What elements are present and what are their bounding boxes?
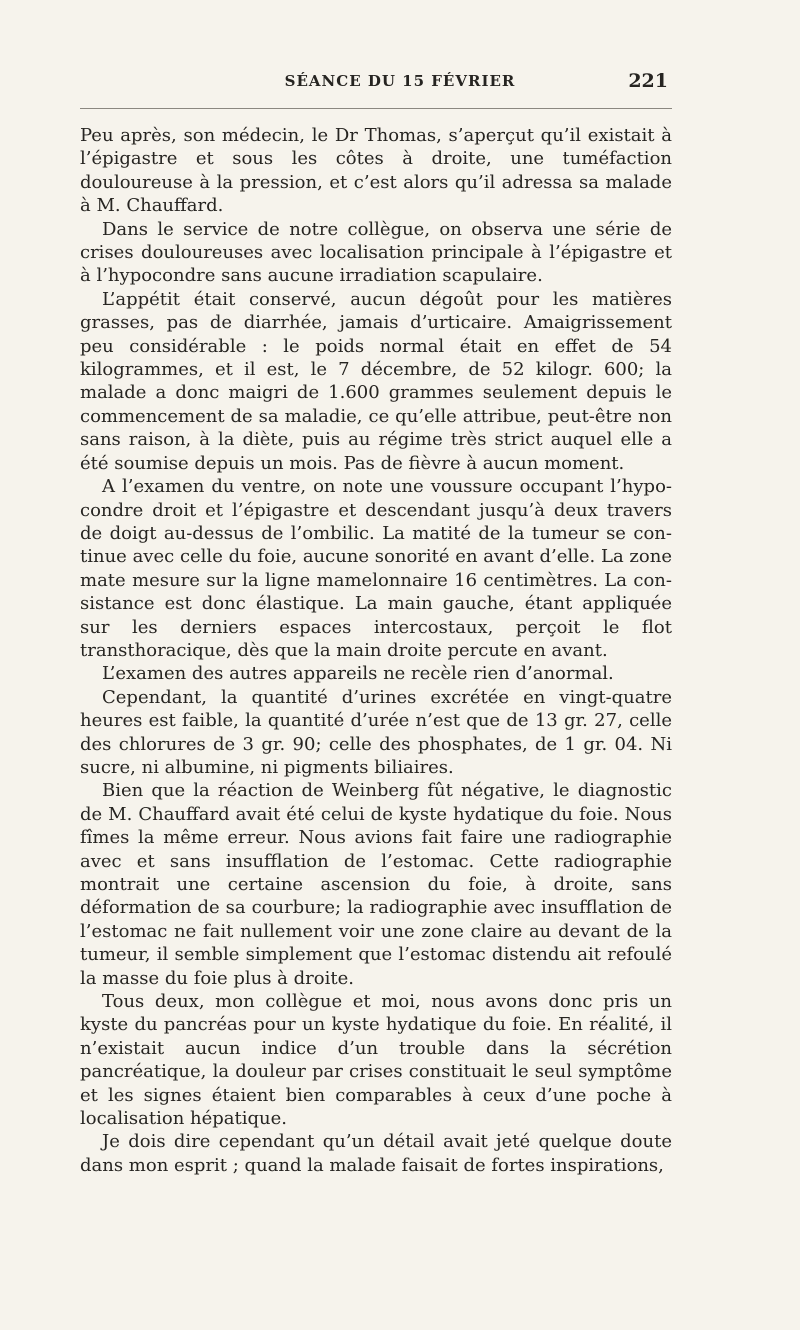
running-title: SÉANCE DU 15 FÉVRIER (284, 72, 516, 90)
body-text (80, 124, 672, 1177)
paragraph: L’examen des autres appareils ne recèle rien d’anormal. (102, 663, 614, 685)
paragraph: Bien que la réaction de Weinberg fût négative, le diagnostic de M. Chauffard avait été celui de kyste hydatique du foie. Nous fîmes la même erreur. Nous avions fait faire une radiographie avec et sans insufflation de l’estomac. Cette radiographie montrait une certaine ascension du foie, à droite, sans déformation de sa courbure; la radiographie avec insufflation de l’estomac ne fait nullement voir une zone claire au devant de la tumeur, il semble simplement que l’estomac distendu ait refoulé la masse du foie plus à droite. (80, 780, 672, 989)
page-number: 221 (628, 70, 668, 92)
paragraph: Tous deux, mon collègue et moi, nous avons donc pris un kyste du pancréas pour un kyste hydatique du foie. En réalité, il n’existait aucun indice d’un trouble dans la sécrétion pancréatique, la douleur par crises constituait le seul symptôme et les signes étaient bien comparables à ceux d’une poche à localisation hépatique. (80, 991, 672, 1130)
paragraph: Je dois dire cependant qu’un détail avait jeté quelque doute dans mon esprit ; quand la malade faisait de fortes inspirations, (80, 1131, 672, 1176)
header-rule (80, 108, 672, 109)
paragraph: Cependant, la quantité d’urines excrétée en vingt-quatre heures est faible, la quantité d’urée n’est que de 13 gr. 27, celle des chlorures de 3 gr. 90; celle des phosphates, de 1 gr. 04. Ni sucre, ni albumine, ni pigments biliaires. (80, 686, 672, 778)
paragraph: L’appétit était conservé, aucun dégoût pour les matières grasses, pas de diarrhée, jamais d’urticaire. Amaigrissement peu considérable : le poids normal était en effet de 54 kilogrammes, et il est, le 7 décembre, de 52 kilogr. 600; la malade a donc maigri de 1.600 grammes seulement depuis le commencement de sa maladie, ce qu’elle attribue, peut-être non sans raison, à la diète, puis au régime très strict auquel elle a été soumise depuis un mois. Pas de fièvre à aucun moment. (80, 288, 672, 474)
paragraph: Dans le service de notre collègue, on observa une série de crises douloureuses avec localisation principale à l’épigastre et à l’hypocondre sans aucune irradiation scapulaire. (80, 218, 672, 287)
paragraph: Peu après, son médecin, le Dr Thomas, s’aperçut qu’il existait à l’épigastre et sous les côtes à droite, une tuméfaction douloureuse à la pression, et c’est alors qu’il adressa sa malade à M. Chauffard. (80, 125, 672, 217)
paragraph: A l’examen du ventre, on note une voussure occupant l’hypocondre droit et l’épigastre et descendant jusqu’à deux travers de doigt au-dessus de l’ombilic. La matité de la tumeur se continue avec celle du foie, aucune sonorité en avant d’elle. La zone mate mesure sur la ligne mamelonnaire 16 centimètres. La consistance est donc élastique. La main gauche, étant appliquée sur les derniers espaces intercostaux, perçoit le flot transthoracique, dès que la main droite percute en avant. (80, 476, 672, 661)
